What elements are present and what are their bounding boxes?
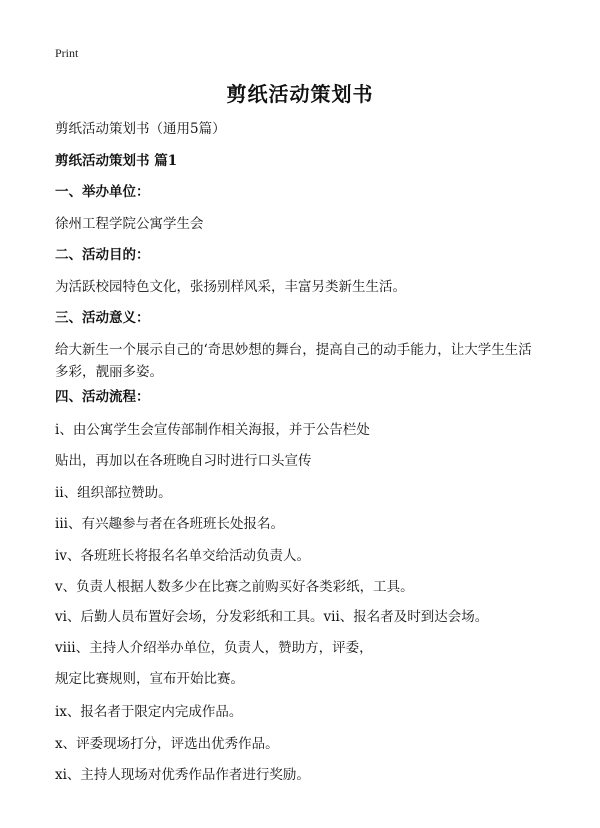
paragraph-purpose: 为活跃校园特色文化，张扬别样风采，丰富另类新生生活。	[55, 279, 406, 295]
process-step: ⅱ、组织部拉赞助。	[55, 485, 172, 501]
process-step: ⅷ、主持人介绍举办单位，负责人，赞助方，评委，	[55, 640, 373, 656]
process-step: ⅹ、评委现场打分，评选出优秀作品。	[55, 736, 279, 752]
heading-purpose: 二、活动目的：	[55, 247, 150, 263]
process-step: 贴出，再加以在各班晚自习时进行口头宣传	[55, 453, 312, 469]
heading-process: 四、活动流程：	[55, 389, 150, 405]
process-step: ⅴ、负责人根据人数多少在比赛之前购买好各类彩纸，工具。	[55, 579, 414, 595]
paragraph-significance: 给大新生一个展示自己的‘奇思妙想的舞台，提高自己的动手能力，让大学生生活多彩，靓丽多姿。	[55, 342, 532, 380]
process-step: ⅵ、后勤人员布置好会场，分发彩纸和工具。ⅶ、报名者及时到达会场。	[55, 609, 489, 625]
document-title: 剪纸活动策划书	[226, 82, 374, 106]
print-link[interactable]: Print	[55, 46, 79, 60]
section-title: 剪纸活动策划书 篇1	[55, 153, 178, 169]
process-step: ⅰ、由公寓学生会宣传部制作相关海报，并于公告栏处	[55, 422, 370, 438]
heading-organizer: 一、举办单位：	[55, 184, 150, 200]
heading-significance: 三、活动意义：	[55, 310, 150, 326]
process-step: ⅸ、报名者于限定内完成作品。	[55, 704, 243, 720]
paragraph-organizer: 徐州工程学院公寓学生会	[55, 216, 204, 232]
process-step: ⅺ、主持人现场对优秀作品作者进行奖励。	[55, 767, 310, 783]
process-step: ⅳ、各班班长将报名名单交给活动负责人。	[55, 548, 310, 564]
document-subtitle: 剪纸活动策划书（通用5篇）	[55, 121, 226, 137]
process-step: ⅲ、有兴趣参与者在各班班长处报名。	[55, 516, 284, 532]
process-step: 规定比赛规则，宣布开始比赛。	[55, 671, 244, 687]
